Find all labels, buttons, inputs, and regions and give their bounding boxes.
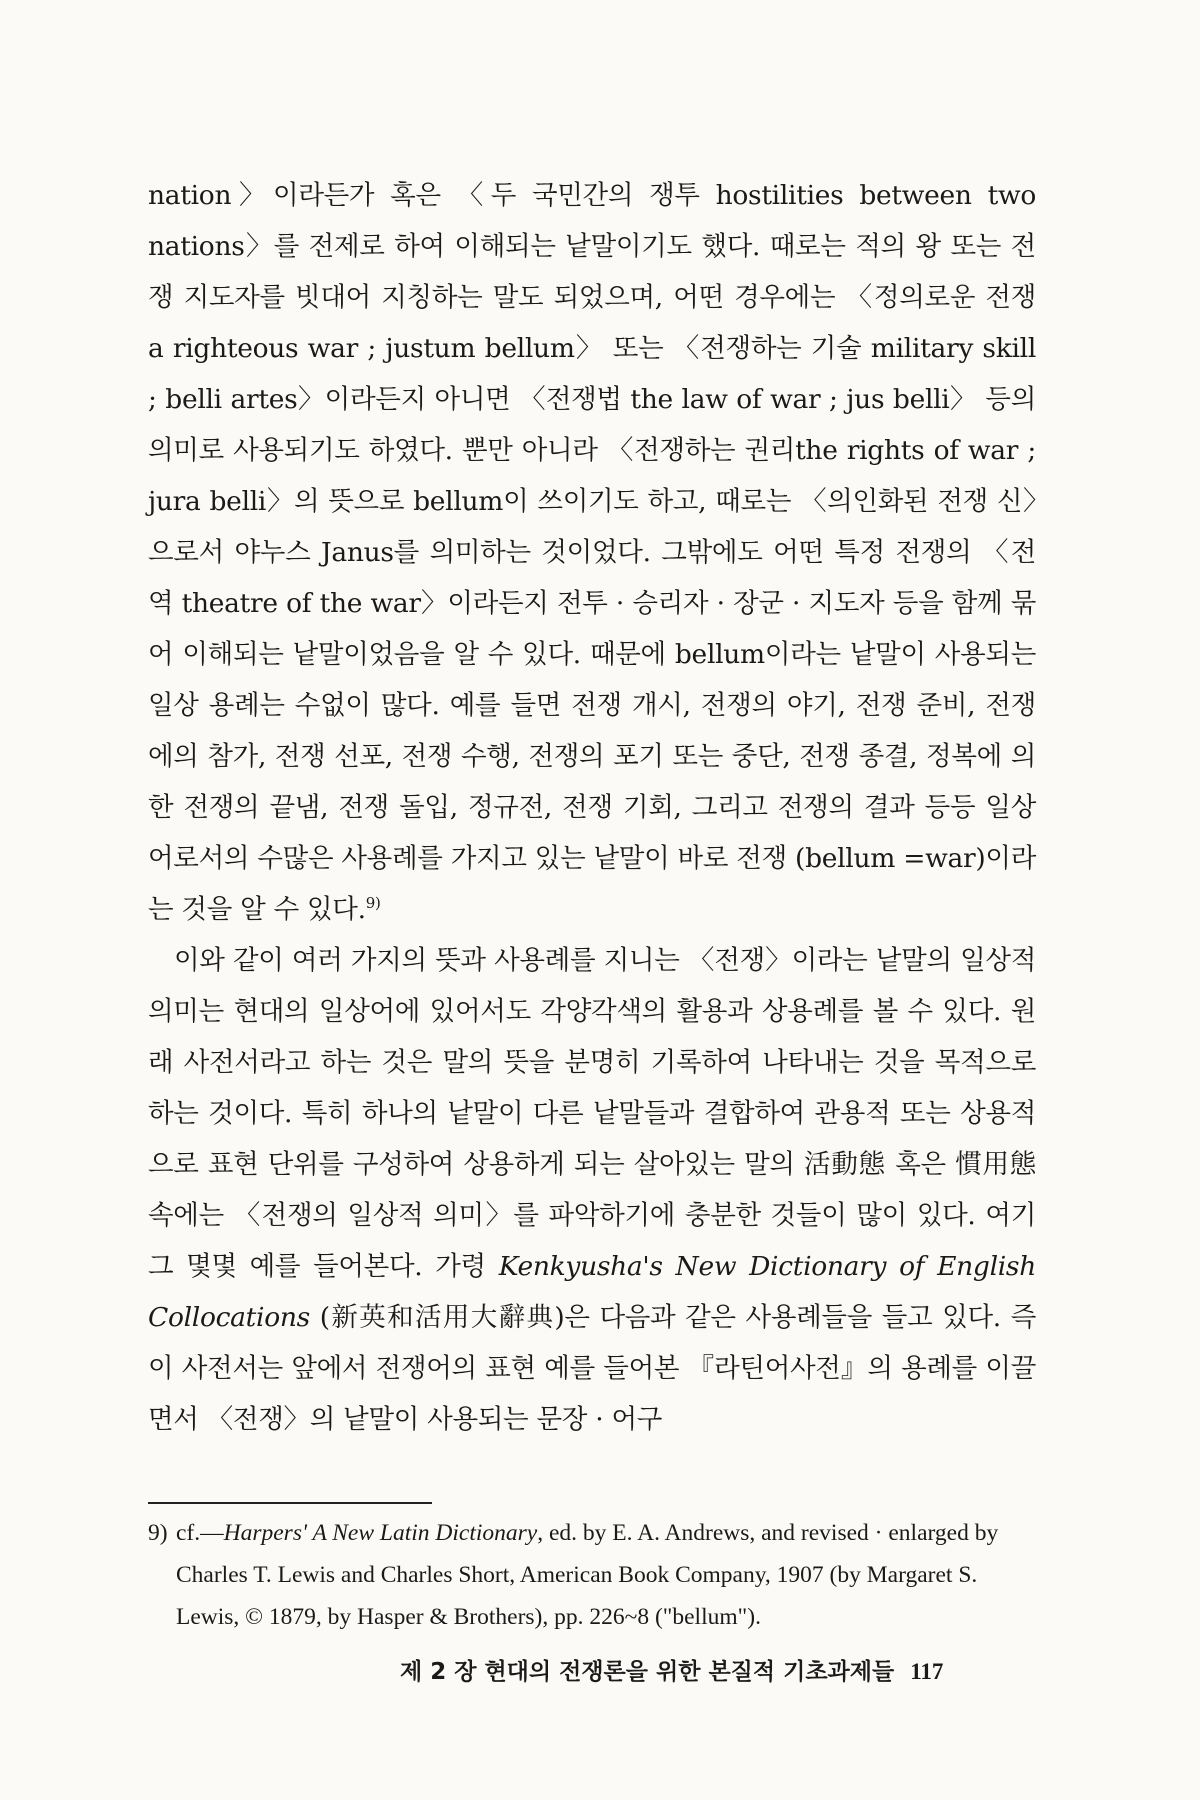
paragraph-2-text-b: (新英和活用大辭典)은 다음과 같은 사용례들을 들고 있다. 즉 이 사전서는 앞에서 전쟁어의 표현 예를 들어본 『라틴어사전』의 용례를 이끌면서 〈전쟁〉의 낱말이 사용되는 문장 · 어구	[148, 1302, 1036, 1435]
paragraph-1-text: nation〉이라든가 혹은 〈두 국민간의 쟁투 hostilities between two nations〉를 전제로 하여 이해되는 낱말이기도 했다. 때로는 적의 왕 또는 전쟁 지도자를 빗대어 지칭하는 말도 되었으며, 어떤 경우에는 〈정의로운 전쟁 a righteous war ; justum bellum〉 또는 〈전쟁하는 기술 military skill ; belli artes〉이라든지 아니면 〈전쟁법 the law of war ; jus belli〉 등의 의미로 사용되기도 하였다. 뿐만 아니라 〈전쟁하는 권리the rights of war ; jura belli〉의 뜻으로 bellum이 쓰이기도 하고, 때로는 〈의인화된 전쟁 신〉으로서 야누스 Janus를 의미하는 것이었다. 그밖에도 어떤 특정 전쟁의 〈전역 theatre of the war〉이라든지 전투 · 승리자 · 장군 · 지도자 등을 함께 묶어 이해되는 낱말이었음을 알 수 있다. 때문에 bellum이라는 낱말이 사용되는 일상 용례는 수없이 많다. 예를 들면 전쟁 개시, 전쟁의 야기, 전쟁 준비, 전쟁에의 참가, 전쟁 선포, 전쟁 수행, 전쟁의 포기 또는 중단, 전쟁 종결, 정복에 의한 전쟁의 끝냄, 전쟁 돌입, 정규전, 전쟁 기회, 그리고 전쟁의 결과 등등 일상어로서의 수많은 사용례를 가지고 있는 낱말이 바로 전쟁 (bellum =war)이라는 것을 알 수 있다.	[148, 180, 1036, 925]
footnote-title: Harpers' A New Latin Dictionary	[223, 1520, 538, 1546]
footnote	[148, 1512, 1036, 1638]
body-text	[148, 170, 1036, 1445]
footnote-rest: , ed. by E. A. Andrews, and revised · enlarged by Charles T. Lewis and Charles Short, American Book Company, 1907 (by Margaret S. Lewis, © 1879, by Hasper & Brothers), pp. 226~8 ("bellum").	[176, 1520, 999, 1630]
paragraph-1	[148, 170, 1036, 935]
paragraph-2	[148, 935, 1036, 1445]
footnote-reference: 9)	[365, 894, 381, 913]
footnote-prefix: cf.—	[176, 1520, 224, 1546]
footnote-body	[176, 1512, 1036, 1638]
page-number: 117	[910, 1659, 944, 1684]
running-footer	[400, 1652, 1040, 1692]
footnote-divider	[148, 1502, 432, 1504]
dictionary-title: Kenkyusha's New Dictionary of English Collocations	[148, 1251, 1036, 1333]
footnote-number: 9)	[148, 1520, 168, 1546]
chapter-title: 제 2 장 현대의 전쟁론을 위한 본질적 기초과제들	[400, 1659, 895, 1685]
paragraph-2-text-a: 이와 같이 여러 가지의 뜻과 사용례를 지니는 〈전쟁〉이라는 낱말의 일상적 의미는 현대의 일상어에 있어서도 각양각색의 활용과 상용례를 볼 수 있다. 원래 사전서라고 하는 것은 말의 뜻을 분명히 기록하여 나타내는 것을 목적으로 하는 것이다. 특히 하나의 낱말이 다른 낱말들과 결합하여 관용적 또는 상용적으로 표현 단위를 구성하여 상용하게 되는 살아있는 말의 活動態 혹은 慣用態 속에는 〈전쟁의 일상적 의미〉를 파악하기에 충분한 것들이 많이 있다. 여기 그 몇몇 예를 들어본다. 가령	[148, 945, 1036, 1282]
